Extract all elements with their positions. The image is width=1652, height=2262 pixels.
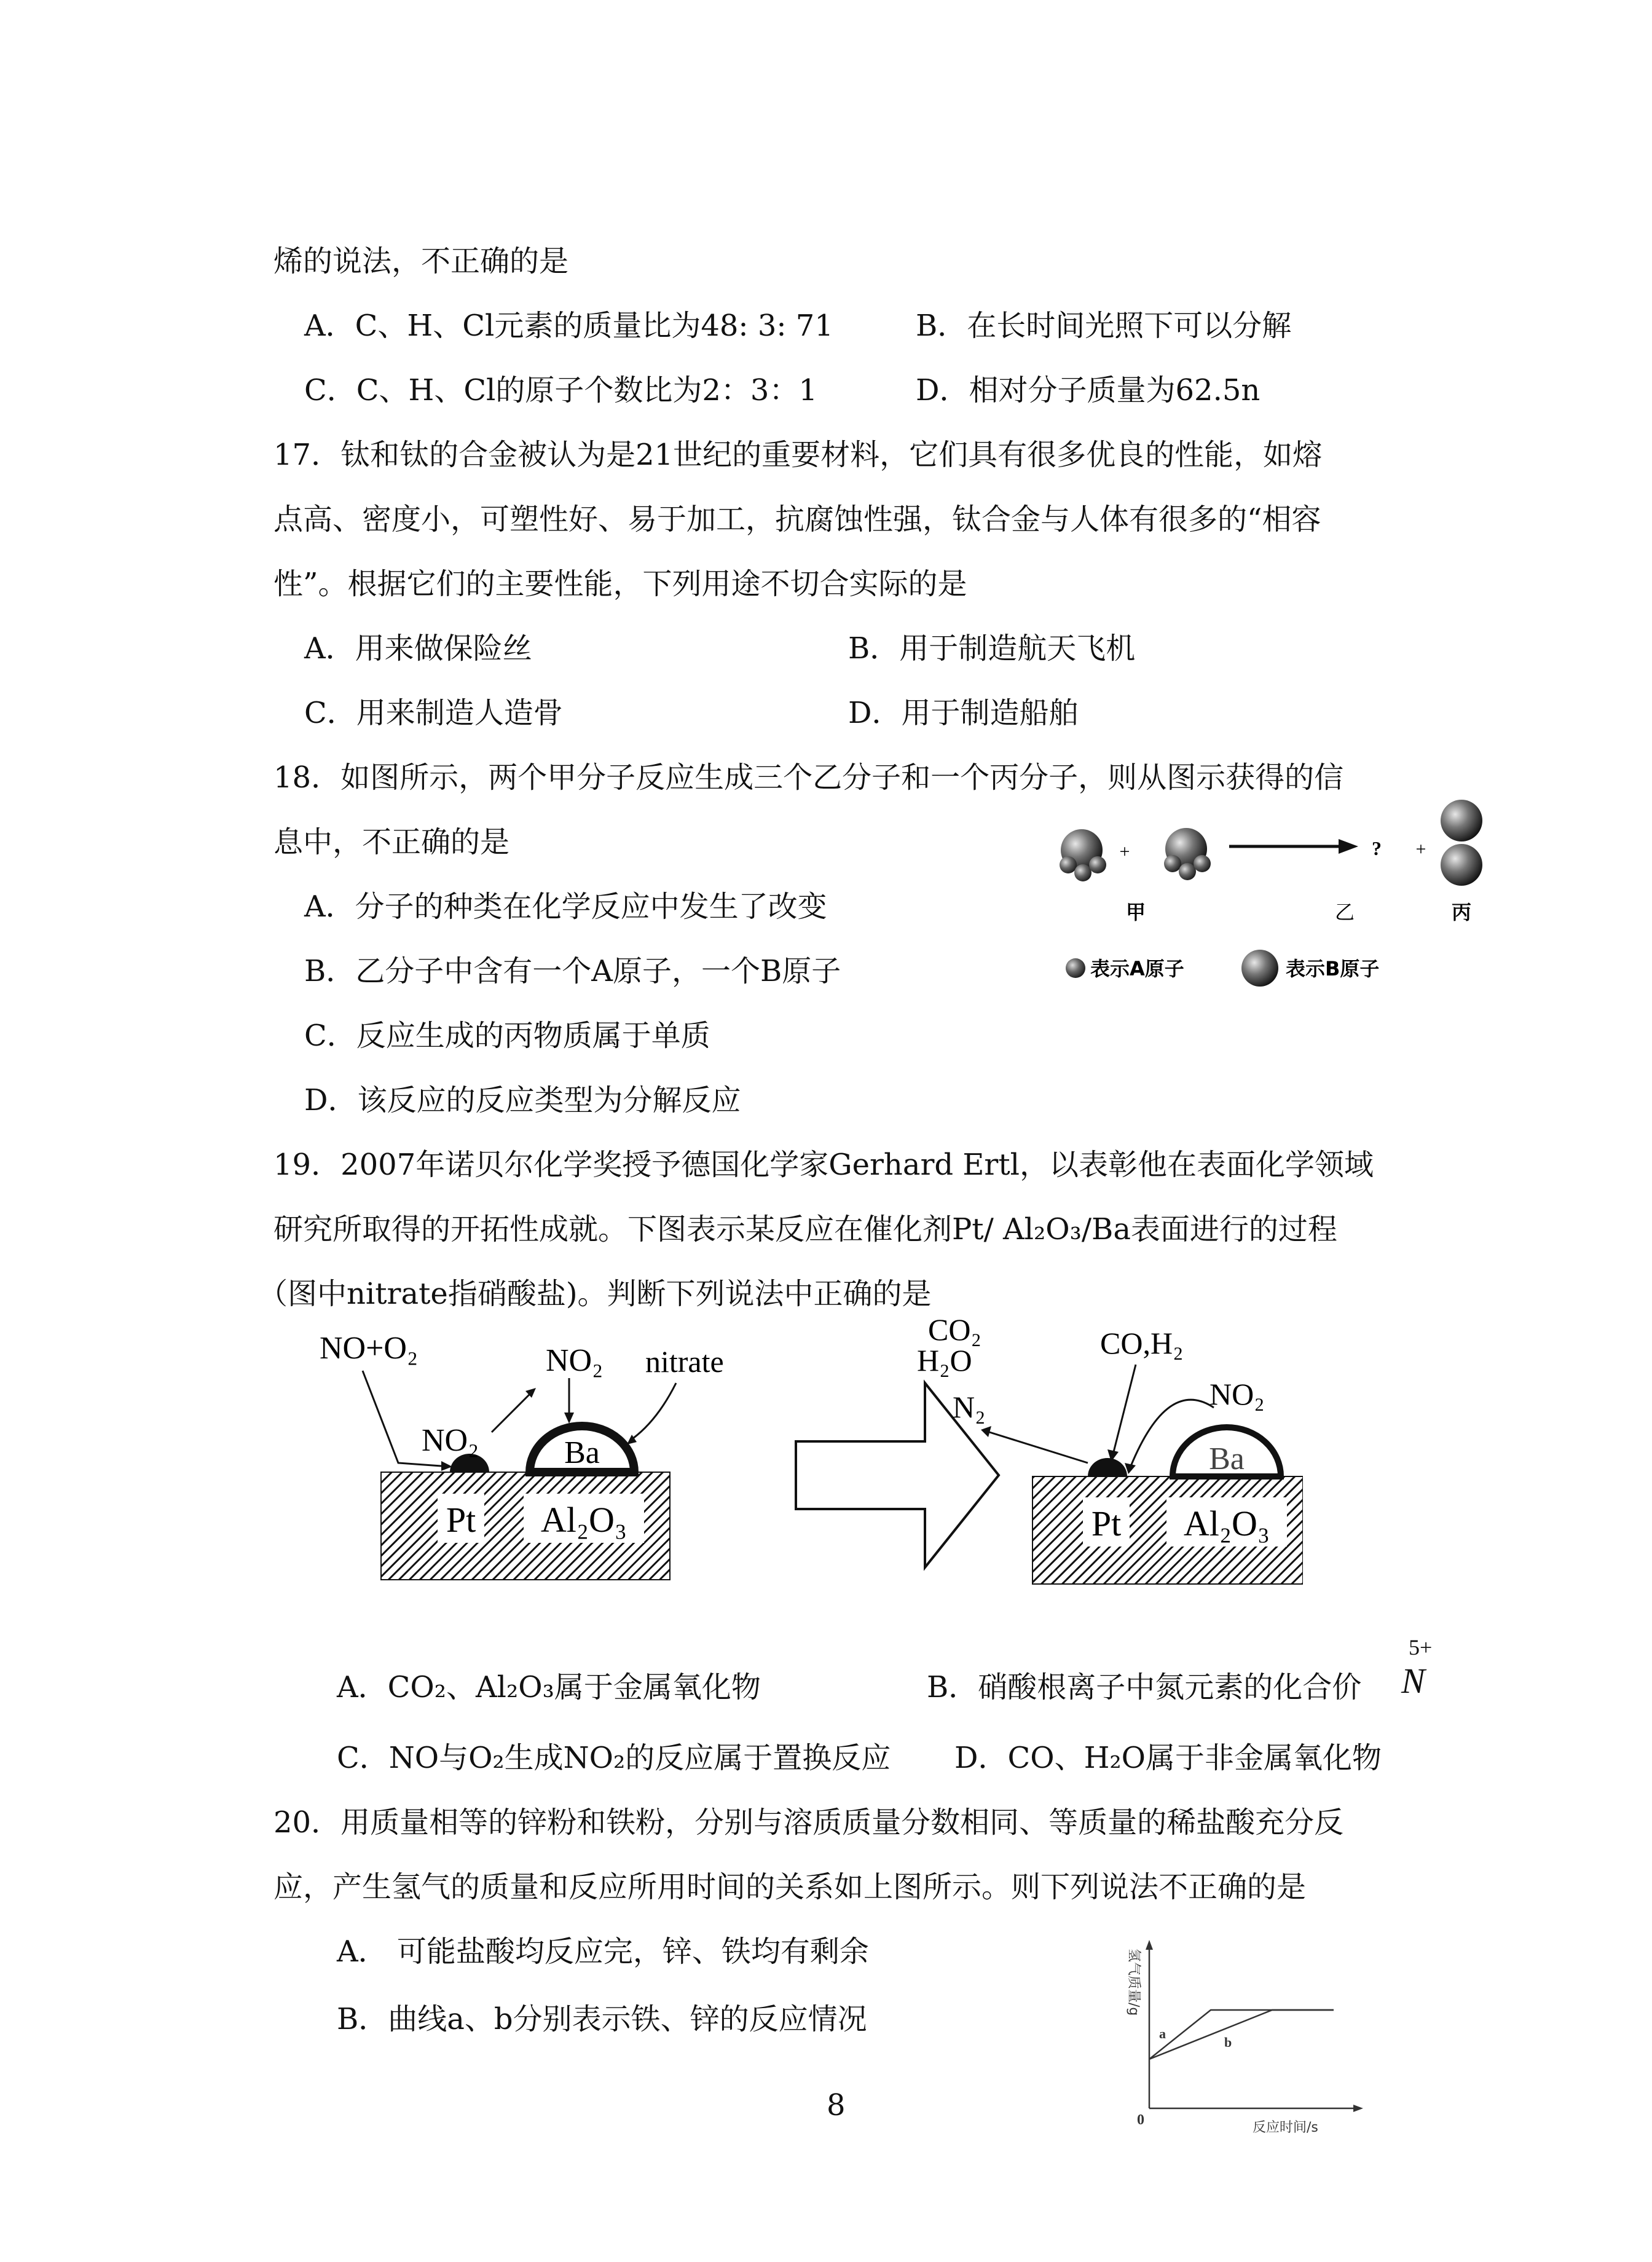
left-no2-label: NO₂ [422, 1423, 479, 1458]
series-label-b: b [1224, 2035, 1232, 2050]
left-no2-top-label: NO₂ [546, 1343, 604, 1378]
right-no2-label: NO₂ [1210, 1377, 1265, 1411]
q18-option-b: B．乙分子中含有一个A原子，一个B原子 [304, 954, 841, 988]
right-pt-particle [1088, 1458, 1127, 1476]
reaction-arrow [1229, 839, 1358, 854]
q16-option-b: B．在长时间光照下可以分解 [916, 309, 1292, 343]
legend-a-atom-icon [1066, 958, 1085, 978]
left-pt-label: Pt [446, 1500, 476, 1540]
series-line-a [1149, 2010, 1334, 2059]
q17-option-c: C．用来制造人造骨 [304, 696, 563, 730]
q18-stem-line2: 息中，不正确的是 [273, 825, 510, 859]
q18-stem-line1: 18．如图所示，两个甲分子反应生成三个乙分子和一个丙分子，则从图示获得的信 [273, 760, 1344, 795]
catalyst-process-figure [307, 1315, 1303, 1586]
q17-option-a: A．用来做保险丝 [304, 631, 532, 666]
q20-stem-line1: 20．用质量相等的锌粉和铁粉，分别与溶质质量分数相同、等质量的稀盐酸充分反 [273, 1805, 1344, 1840]
q19-stem-line2: 研究所取得的开拓性成就。下图表示某反应在催化剂Pt/ Al₂O₃/Ba表面进行的过程 [273, 1212, 1337, 1247]
q19-option-a: A．CO₂、Al₂O₃属于金属氧化物 [337, 1670, 761, 1704]
q16-option-d: D．相对分子质量为62.5n [916, 373, 1261, 408]
x-axis-label: 反应时间/s [1253, 2120, 1318, 2135]
plus-sign-2: + [1415, 839, 1426, 859]
q18-option-d: D．该反应的反应类型为分解反应 [304, 1083, 741, 1117]
q17-stem-line2: 点高、密度小，可塑性好、易于加工，抗腐蚀性强，钛合金与人体有很多的“相容 [273, 502, 1321, 537]
right-ba-label: Ba [1209, 1441, 1245, 1476]
nitrogen-valence-superscript: 5+ [1409, 1635, 1433, 1660]
left-no-o2-label: NO+O₂ [320, 1331, 419, 1366]
plus-sign-1: + [1119, 841, 1130, 862]
q17-option-d: D．用于制造船舶 [848, 696, 1079, 730]
q17-stem-line3: 性”。根据它们的主要性能，下列用途不切合实际的是 [273, 567, 967, 601]
q16-option-c: C．C、H、Cl的原子个数比为2：3：1 [304, 373, 818, 408]
left-al2o3-label: Al₂O₃ [540, 1500, 627, 1540]
series-label-a: a [1159, 2026, 1166, 2041]
q18-option-a: A．分子的种类在化学反应中发生了改变 [304, 889, 827, 924]
series-line-b [1149, 2010, 1334, 2059]
series-layer [1149, 2010, 1334, 2059]
q17-stem-line1: 17．钛和钛的合金被认为是21世纪的重要材料，它们具有很多优良的性能，如熔 [273, 438, 1323, 472]
right-pt-label: Pt [1091, 1503, 1122, 1543]
q19-option-d: D．CO、H₂O属于非金属氧化物 [954, 1741, 1382, 1775]
left-nitrate-label: nitrate [645, 1344, 724, 1379]
molecule-reaction-figure [1045, 796, 1487, 1005]
q19-option-b: B．硝酸根离子中氮元素的化合价 [927, 1670, 1362, 1704]
q20-option-b: B．曲线a、b分别表示铁、锌的反应情况 [337, 2002, 867, 2036]
jia-molecule-1 [1060, 829, 1106, 881]
q16-stem-continuation: 烯的说法，不正确的是 [273, 244, 569, 278]
right-h2o-label: H₂O [917, 1343, 972, 1377]
legend-b-text: 表示B原子 [1286, 957, 1380, 980]
hydrogen-mass-chart [1112, 1936, 1371, 2145]
left-ba-label: Ba [564, 1435, 600, 1470]
q20-stem-line2: 应，产生氢气的质量和反应所用时间的关系如上图所示。则下列说法不正确的是 [273, 1870, 1307, 1904]
label-bing: 丙 [1451, 900, 1472, 924]
label-jia: 甲 [1125, 900, 1146, 924]
unknown-product: ? [1372, 837, 1382, 859]
right-co2-label: CO₂ [928, 1315, 981, 1347]
q17-option-b: B．用于制造航天飞机 [848, 631, 1136, 666]
q19-stem-line3: （图中nitrate指硝酸盐)。判断下列说法中正确的是 [258, 1277, 932, 1311]
bing-molecule [1441, 800, 1482, 886]
legend-b-atom-icon [1241, 950, 1278, 987]
q19-option-c: C．NO与O₂生成NO₂的反应属于置换反应 [337, 1741, 891, 1775]
right-co-h2-label: CO,H₂ [1100, 1326, 1184, 1360]
nitrogen-symbol: N [1401, 1661, 1425, 1701]
q16-option-a: A．C、H、Cl元素的质量比为48: 3: 71 [304, 309, 833, 343]
page-number: 8 [827, 2088, 846, 2122]
label-yi: 乙 [1334, 900, 1355, 924]
legend-a-text: 表示A原子 [1090, 957, 1184, 980]
q20-option-a: A． 可能盐酸均反应完，锌、铁均有剩余 [337, 1934, 869, 1969]
q19-stem-line1: 19．2007年诺贝尔化学奖授予德国化学家Gerhard Ertl，以表彰他在表面化学领域 [273, 1148, 1374, 1182]
jia-molecule-2 [1164, 828, 1211, 880]
y-axis-label: 氢气质量/g [1126, 1949, 1141, 2016]
right-al2o3-label: Al₂O₃ [1183, 1503, 1270, 1543]
left-panel [320, 1331, 724, 1580]
origin-label: 0 [1137, 2112, 1144, 2128]
q18-option-c: C．反应生成的丙物质属于单质 [304, 1019, 710, 1053]
right-n2-label: N₂ [953, 1390, 986, 1424]
